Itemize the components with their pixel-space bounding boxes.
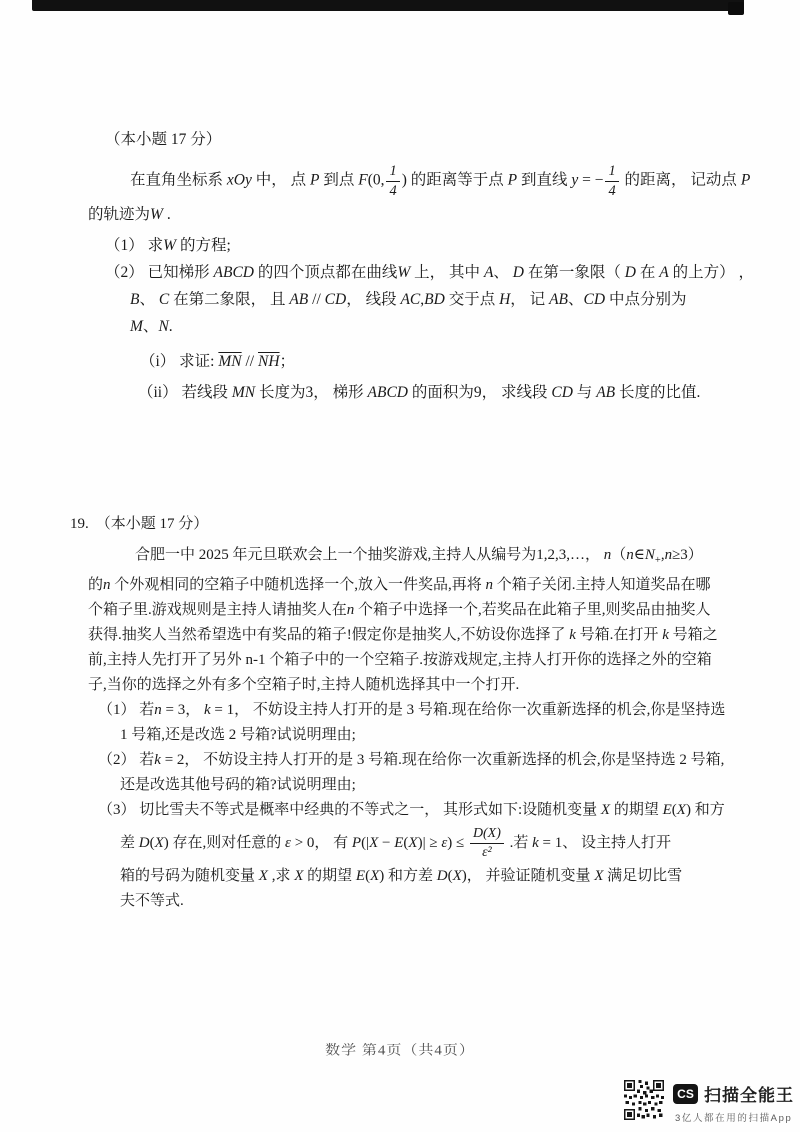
- part-3-line-3: 箱的号码为随机变量 X ,求 X 的期望 E(X) 和方差 D(X)， 并验证随机变量 X 满足切比雪: [120, 868, 683, 885]
- problem-19-statement: [70, 543, 782, 698]
- statement-line: 的n 个外观相同的空箱子中随机选择一个,放入一件奖品,再将 n 个箱子关闭.主持人知道奖品在哪: [88, 577, 711, 593]
- statement-line: 子,当你的选择之外有多个空箱子时,主持人随机选择其中一个打开.: [88, 677, 520, 693]
- problem-18-part-2-line-1: （2） 已知梯形 ABCD 的四个顶点都在曲线W 上， 其中 A、 D 在第一象限（ D 在 A 的上方） ，: [105, 264, 754, 282]
- problem-19-number: 19.: [70, 516, 89, 532]
- scanner-watermark: [624, 1080, 794, 1124]
- statement-line: 获得.抽奖人当然希望选中有奖品的箱子!假定你是抽奖人,不妨设你选择了 k 号箱.在打开 k 号箱之: [88, 627, 718, 643]
- part-1-line-2: 1 号箱,还是改选 2 号箱?试说明理由;: [120, 727, 356, 743]
- scan-edge-blob: [728, 2, 744, 15]
- page-footer: 数学 第4页（共4页）: [325, 1043, 475, 1058]
- cs-app-logo-icon: CS: [673, 1084, 698, 1104]
- part-3-line-4: 夫不等式.: [120, 893, 184, 910]
- problem-18-sub-i: （i） 求证: $\overline{MN} // \overline{NH}$；: [140, 353, 296, 371]
- statement-line: 合肥一中 2025 年元旦联欢会上一个抽奖游戏,主持人从编号为1,2,3,…， $n(n\in N_+,n\ge 3)$: [135, 547, 703, 566]
- watermark-tagline: 3亿人都在用的扫描App: [675, 1113, 793, 1124]
- problem-19-part-3: [70, 798, 782, 914]
- problem-18-part-2-line-3: M、N.: [130, 318, 173, 336]
- problem-18-part-2-line-2: B、 C 在第二象限， 且 AB // CD， 线段 AC,BD 交于点 H， 记 AB、CD 中点分别为: [130, 291, 687, 309]
- problem-19: [70, 512, 782, 914]
- part-2-line-2: 还是改选其他号码的箱?试说明理由;: [120, 777, 356, 793]
- watermark-text-block: [673, 1080, 794, 1124]
- part-3-line-1: （3） 切比雪夫不等式是概率中经典的不等式之一， 其形式如下:设随机变量 X 的期望 E(X) 和方: [98, 802, 725, 818]
- qr-code-icon: [624, 1080, 664, 1120]
- problem-19-points: （本小题 17 分）: [95, 516, 209, 532]
- statement-line: 前,主持人先打开了另外 n-1 个箱子中的一个空箱子.按游戏规定,主持人打开你的选择之外的空箱: [88, 652, 712, 668]
- watermark-header: [673, 1081, 794, 1106]
- statement-line: 个箱子里.游戏规则是主持人请抽奖人在n 个箱子中选择一个,若奖品在此箱子里,则奖品由抽奖人: [88, 602, 711, 618]
- problem-18-sub-ii: （ii） 若线段 MN 长度为3， 梯形 ABCD 的面积为9， 求线段 CD 与 AB 长度的比值.: [138, 384, 701, 402]
- part-3-formula-line: 差 D(X) 存在,则对任意的 ε > 0， 有 P(|X − E(X)| ≥ ε) ≤ $\frac{D(X)}{\text{ε²}}$ .若 k = 1、 设主持人打开: [120, 826, 671, 861]
- problem-19-heading: [70, 512, 782, 537]
- part-2-line-1: （2） 若k = 2， 不妨设主持人打开的是 3 号箱.现在给你一次重新选择的机会,你是坚持选 2 号箱,: [98, 752, 725, 768]
- problem-18-points: （本小题 17 分）: [105, 131, 222, 148]
- scan-edge-artifact: [32, 0, 744, 11]
- problem-18-intro-line-2: 的轨迹为W .: [88, 206, 171, 224]
- problem-18: [88, 126, 778, 406]
- watermark-app-name: 扫描全能王: [704, 1086, 794, 1105]
- part-1-line-1: （1） 若n = 3， k = 1， 不妨设主持人打开的是 3 号箱.现在给你一次重新选择的机会,你是坚持选: [98, 702, 726, 718]
- problem-19-part-1: [70, 698, 782, 748]
- problem-19-part-2: [70, 748, 782, 798]
- problem-18-part-1: （1） 求W 的方程;: [105, 237, 231, 255]
- problem-18-intro-line-1: 在直角坐标系 xOy 中， 点 P 到点 F(0, $\frac{1}{4}$ ) 的距离等于点 P 到直线 y = − $\frac{1}{4}$ 的距离， 记动点 P: [130, 163, 751, 199]
